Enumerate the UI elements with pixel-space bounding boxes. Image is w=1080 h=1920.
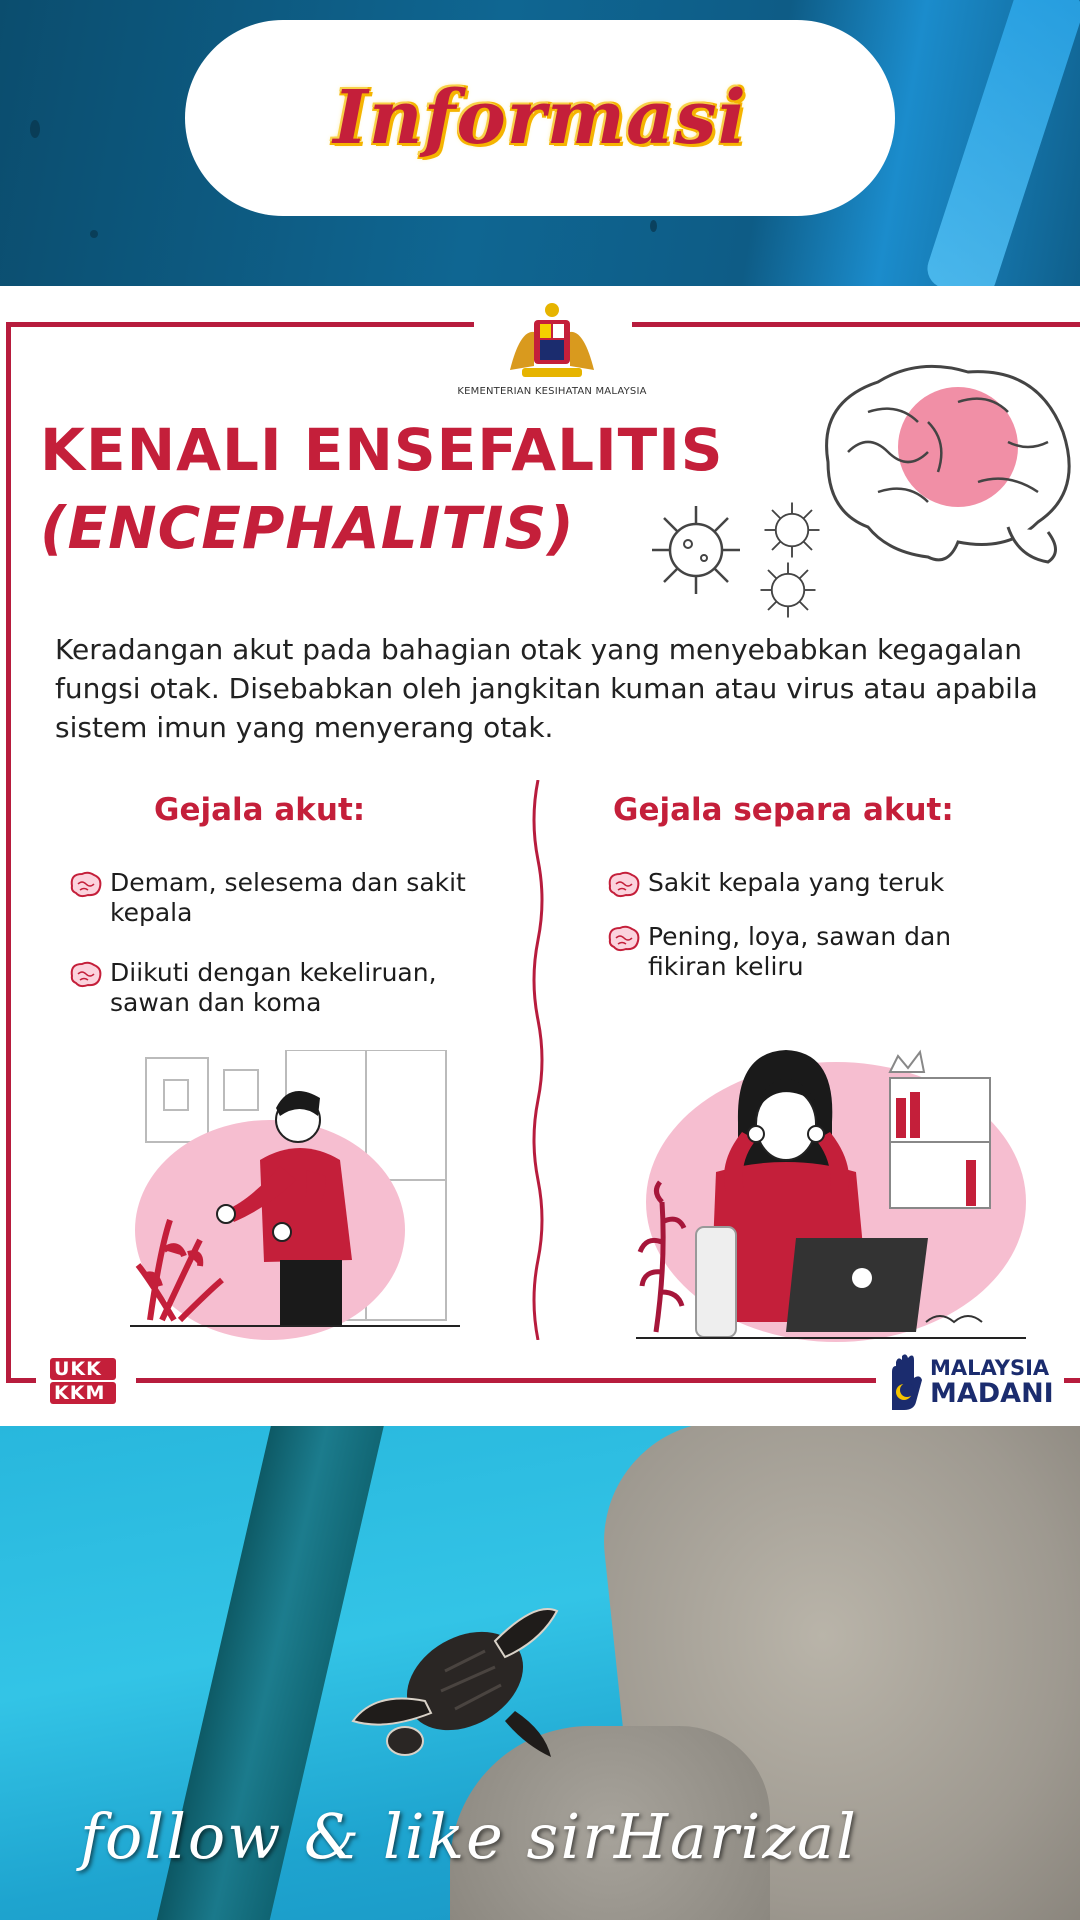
frame-line bbox=[6, 1378, 36, 1383]
water-spot bbox=[650, 220, 657, 232]
sick-man-illustration bbox=[130, 1050, 460, 1340]
frame-line bbox=[6, 322, 474, 327]
brain-icon bbox=[68, 960, 104, 990]
crest-icon bbox=[500, 300, 604, 386]
brain-icon bbox=[68, 870, 104, 900]
frame-line bbox=[136, 1378, 876, 1383]
info-badge bbox=[185, 20, 895, 216]
water-spot bbox=[90, 230, 98, 238]
virus-icon bbox=[648, 502, 744, 598]
madani-hand-icon bbox=[884, 1352, 924, 1412]
subacute-item-text: Pening, loya, sawan dan fikiran keliru bbox=[648, 922, 952, 981]
ministry-name: KEMENTERIAN KESIHATAN MALAYSIA bbox=[457, 386, 647, 397]
frame-line bbox=[632, 322, 1080, 327]
frame-line bbox=[6, 322, 11, 1378]
subacute-item bbox=[648, 868, 1048, 898]
acute-item-text: Diikuti dengan kekeliruan, sawan dan koma bbox=[110, 958, 437, 1017]
follow-caption: follow & like sirHarizal bbox=[80, 1800, 858, 1873]
headache-woman-illustration bbox=[626, 1042, 1026, 1342]
madani-line2: MADANI bbox=[930, 1377, 1054, 1409]
subacute-item-text: Sakit kepala yang teruk bbox=[648, 868, 945, 897]
malaysia-madani-logo bbox=[884, 1352, 1054, 1412]
brain-icon bbox=[606, 870, 642, 900]
light-streak bbox=[922, 0, 1080, 303]
turtle-icon bbox=[345, 1581, 575, 1771]
logo-ukk-line1: UKK bbox=[50, 1358, 116, 1380]
info-badge-text: Informasi bbox=[333, 75, 747, 161]
acute-item-text: Demam, selesema dan sakit kepala bbox=[110, 868, 466, 927]
ukk-kkm-logo bbox=[50, 1358, 116, 1406]
brain-icon bbox=[808, 352, 1080, 574]
acute-item bbox=[110, 868, 490, 928]
wavy-divider bbox=[528, 780, 548, 1340]
logo-ukk-line2: KKM bbox=[50, 1382, 116, 1404]
acute-item bbox=[110, 958, 490, 1018]
infographic bbox=[0, 286, 1080, 1426]
virus-icon bbox=[762, 500, 822, 560]
subacute-title: Gejala separa akut: bbox=[613, 792, 954, 828]
acute-title: Gejala akut: bbox=[154, 792, 366, 828]
madani-line1: MALAYSIA bbox=[930, 1355, 1050, 1380]
subacute-item bbox=[648, 922, 978, 982]
virus-icon bbox=[758, 560, 818, 620]
title-line-1: KENALI ENSEFALITIS bbox=[40, 416, 724, 484]
frame-line bbox=[1064, 1378, 1080, 1383]
water-spot bbox=[30, 120, 40, 138]
description: Keradangan akut pada bahagian otak yang menyebabkan kegagalan fungsi otak. Disebabkan oleh jangkitan kuman atau virus atau apabila sistem imun yang menyerang otak. bbox=[55, 633, 1038, 744]
brain-icon bbox=[606, 924, 642, 954]
title-line-2: (ENCEPHALITIS) bbox=[40, 494, 575, 562]
